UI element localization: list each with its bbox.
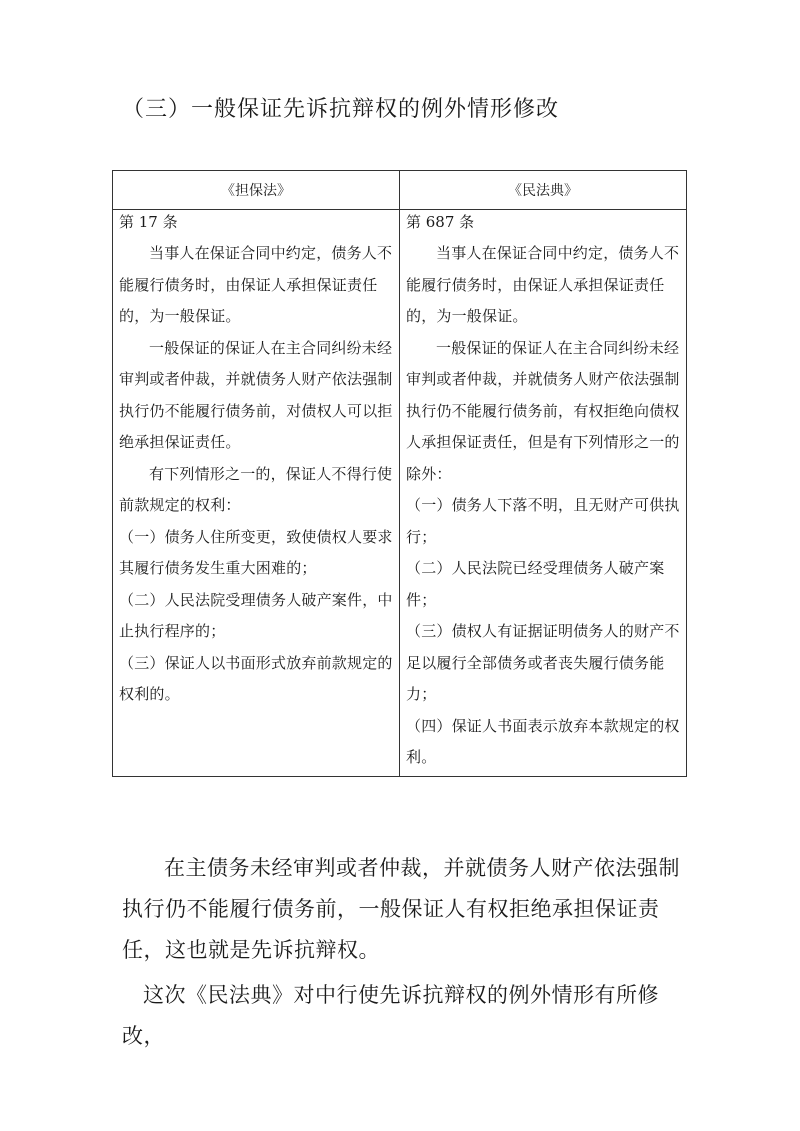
right-clause: （四）保证人书面表示放弃本款规定的权利。 [406,716,680,766]
body-paragraph: 在主债务未经审判或者仲裁，并就债务人财产依法强制执行仍不能履行债务前，一般保证人有权拒绝承担保证责任，这也就是先诉抗辩权。 [122,856,680,962]
left-clause: 一般保证的保证人在主合同纠纷未经审判或者仲裁，并就债务人财产依法强制执行仍不能履行债务前，对债权人可以拒绝承担保证责任。 [119,338,393,451]
right-clause: （二）人民法院已经受理债务人破产案件； [406,559,665,609]
left-clause: 当事人在保证合同中约定，债务人不能履行债务时，由保证人承担保证责任的，为一般保证。 [119,244,393,325]
right-clause: （三）债权人有证据证明债务人的财产不足以履行全部债务或者丧失履行债务能力； [406,622,680,703]
right-column-header: 《民法典》 [400,171,687,210]
right-article-number: 第 687 条 [406,213,475,231]
left-column-header: 《担保法》 [113,171,400,210]
right-column-cell [400,210,687,777]
left-clause: （一）债务人住所变更，致使债权人要求其履行债务发生重大困难的； [119,527,393,577]
body-paragraph: 这次《民法典》对中行使先诉抗辩权的例外情形有所修改， [122,983,659,1048]
left-clause: （二）人民法院受理债务人破产案件，中止执行程序的； [119,590,393,640]
section-heading: （三）一般保证先诉抗辩权的例外情形修改 [122,97,560,122]
comparison-table [112,170,687,777]
table-header-row [113,171,687,210]
left-article-number: 第 17 条 [119,213,178,231]
right-clause: 一般保证的保证人在主合同纠纷未经审判或者仲裁，并就债务人财产依法强制执行仍不能履行债务前，有权拒绝向债权人承担保证责任，但是有下列情形之一的除外： [406,338,680,483]
right-clause: 当事人在保证合同中约定，债务人不能履行债务时，由保证人承担保证责任的，为一般保证。 [406,244,680,325]
right-clause: （一）债务人下落不明，且无财产可供执行； [406,496,680,546]
left-clause: （三）保证人以书面形式放弃前款规定的权利的。 [119,653,393,703]
table-body-row [113,210,687,777]
left-clause: 有下列情形之一的，保证人不得行使前款规定的权利： [119,464,393,514]
left-column-cell [113,210,400,777]
